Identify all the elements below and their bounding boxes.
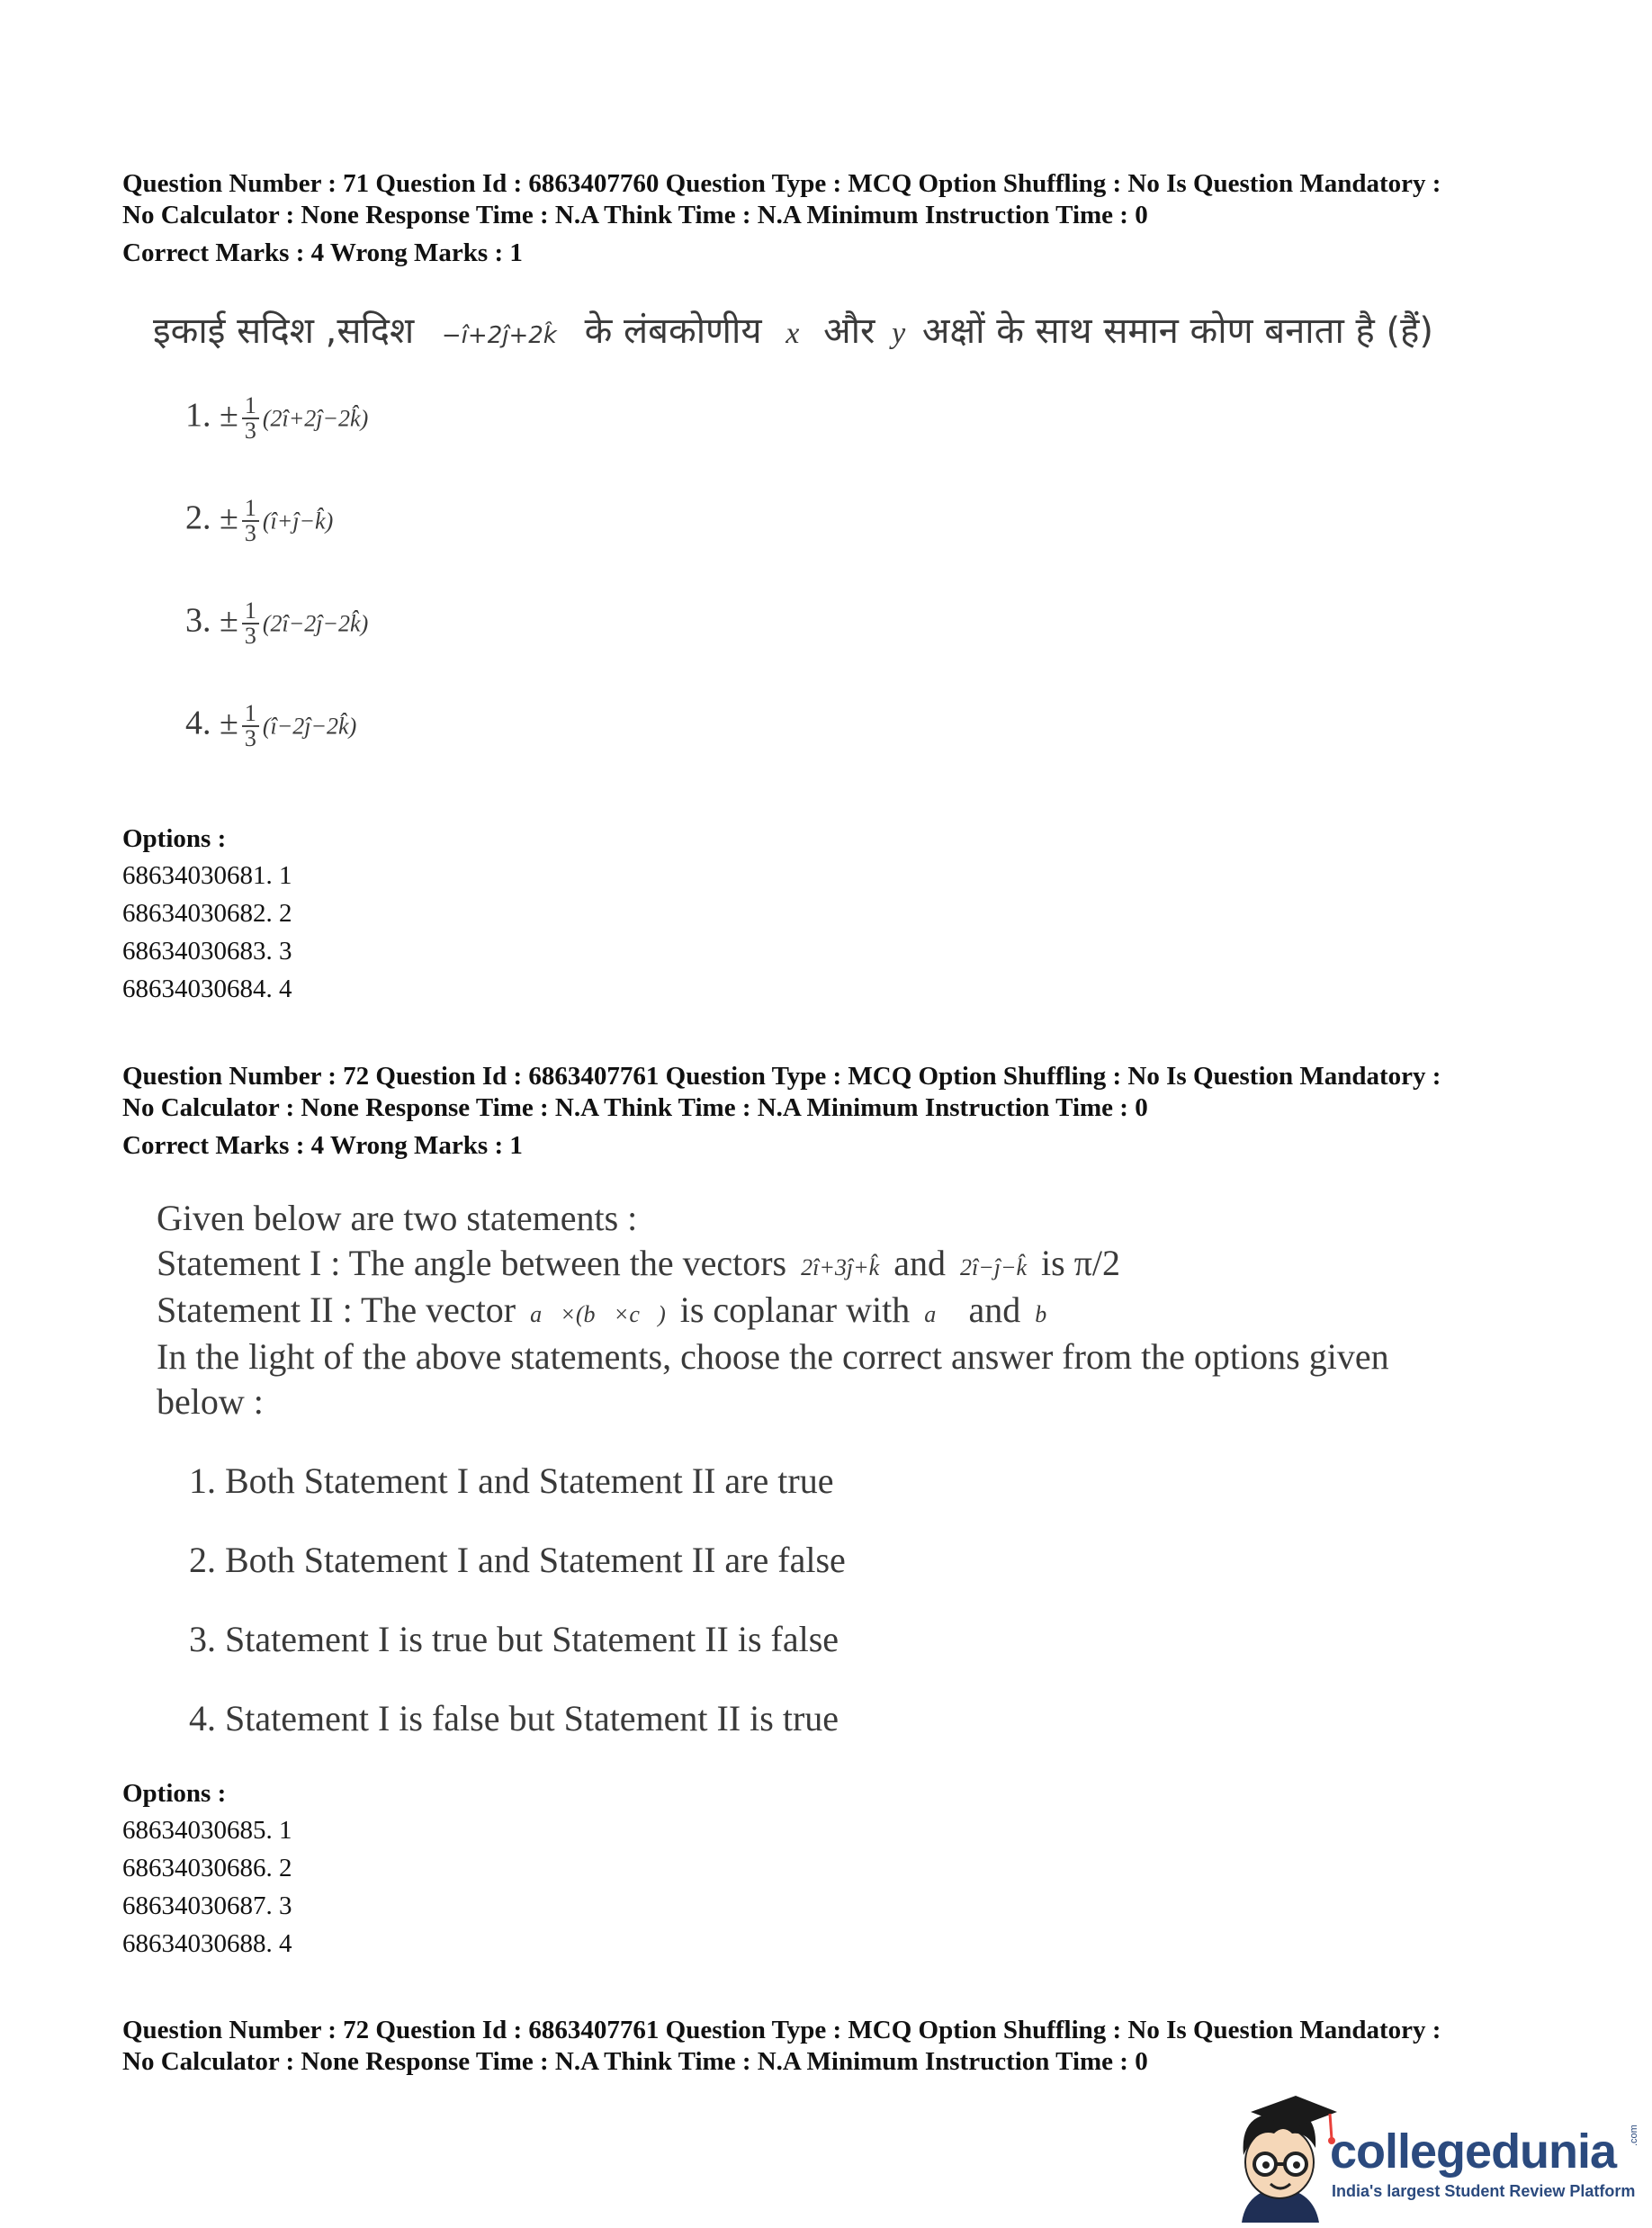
q72-choice-4: 4. Statement I is false but Statement II is true	[189, 1698, 839, 1738]
plus-minus: ±	[220, 704, 238, 742]
q71-choice-2	[185, 497, 333, 545]
q71-question-part2: के लंबकोणीय	[584, 310, 762, 352]
q71-header-line1: Question Number : 71 Question Id : 6863407760 Question Type : MCQ Option Shuffling : No Is Question Mandatory :	[122, 169, 1441, 198]
q71-option-4: 68634030684. 4	[122, 975, 292, 1003]
fraction-denominator: 3	[244, 725, 256, 751]
q72-intro: Given below are two statements :	[157, 1198, 638, 1238]
q71-option-2: 68634030682. 2	[122, 899, 292, 928]
choice-expression: (2î−2ĵ−2k̂)	[262, 610, 369, 637]
choice-expression: (î+ĵ−k̂)	[262, 508, 334, 535]
q72-question-image	[144, 1188, 1548, 1755]
q72-marks: Correct Marks : 4 Wrong Marks : 1	[122, 1131, 523, 1160]
q72-option-1: 68634030685. 1	[122, 1816, 292, 1845]
q71-marks: Correct Marks : 4 Wrong Marks : 1	[122, 238, 523, 267]
vector-b: b⃗	[1035, 1301, 1065, 1327]
plus-minus: ±	[220, 499, 238, 537]
q72-choice-2: 2. Both Statement I and Statement II are false	[189, 1540, 846, 1580]
fraction-numerator: 1	[242, 702, 259, 727]
vector-1: 2î+3ĵ+k̂	[801, 1254, 880, 1280]
q71-question-x: x	[786, 317, 800, 350]
fraction-numerator: 1	[242, 394, 259, 419]
q71-option-1: 68634030681. 1	[122, 861, 292, 890]
statement-1-end: is π/2	[1041, 1243, 1121, 1283]
fraction-numerator: 1	[242, 497, 259, 522]
fraction-numerator: 1	[242, 599, 259, 624]
choice-expression: (2î+2ĵ−2k̂)	[262, 405, 369, 432]
fraction-denominator: 3	[244, 520, 256, 546]
mascot-icon	[1224, 2092, 1341, 2223]
q72-repeat-header-line2: No Calculator : None Response Time : N.A Think Time : N.A Minimum Instruction Time : 0	[122, 2047, 1148, 2076]
fraction-denominator: 3	[244, 418, 256, 444]
and-text: and	[893, 1243, 946, 1283]
q71-question-y: y	[892, 317, 906, 350]
statement-2-mid: is coplanar with	[679, 1289, 911, 1330]
vector-triple-product: a⃗×(b⃗×c⃗)	[530, 1301, 666, 1327]
q71-question-vector: −î+2ĵ+2k̂	[441, 322, 557, 349]
q71-question-text	[153, 304, 1433, 354]
q72-header-line2: No Calculator : None Response Time : N.A Think Time : N.A Minimum Instruction Time : 0	[122, 1093, 1148, 1122]
logo-wordmark: collegedunia	[1330, 2125, 1617, 2179]
logo-tagline: India's largest Student Review Platform	[1332, 2182, 1636, 2200]
vector-2: 2î−ĵ−k̂	[959, 1254, 1028, 1280]
q72-choice-1: 1. Both Statement I and Statement II are true	[189, 1460, 834, 1501]
q71-question-image	[142, 297, 1546, 801]
fraction	[242, 702, 259, 750]
q71-question-part1: इकाई सदिश ,सदिश	[153, 310, 415, 352]
statement-1-text: Statement I : The angle between the vectors	[157, 1243, 787, 1283]
statement-2-text: Statement II : The vector	[157, 1289, 516, 1330]
logo-com: .com	[1629, 2125, 1639, 2146]
choice-number: 2.	[185, 499, 211, 537]
collegedunia-logo	[1224, 2092, 1647, 2223]
and-text: and	[968, 1289, 1021, 1330]
q71-header-line2: No Calculator : None Response Time : N.A Think Time : N.A Minimum Instruction Time : 0	[122, 201, 1148, 229]
q72-header-line1: Question Number : 72 Question Id : 6863407761 Question Type : MCQ Option Shuffling : No Is Question Mandatory :	[122, 1062, 1441, 1091]
q72-closing-line2: below :	[157, 1381, 264, 1422]
choice-expression: (î−2ĵ−2k̂)	[262, 713, 357, 740]
q71-question-part3: और	[823, 310, 875, 352]
q72-statement-2	[157, 1289, 1070, 1331]
q72-option-3: 68634030687. 3	[122, 1891, 292, 1920]
q72-option-4: 68634030688. 4	[122, 1929, 292, 1958]
fraction	[242, 394, 259, 443]
choice-number: 3.	[185, 601, 211, 640]
plus-minus: ±	[220, 601, 238, 640]
q72-repeat-header-line1: Question Number : 72 Question Id : 6863407761 Question Type : MCQ Option Shuffling : No Is Question Mandatory :	[122, 2016, 1441, 2044]
choice-number: 4.	[185, 704, 211, 742]
q72-option-2: 68634030686. 2	[122, 1854, 292, 1882]
q71-option-3: 68634030683. 3	[122, 937, 292, 966]
q71-choice-3	[185, 599, 368, 648]
q71-question-part4: अक्षों के साथ समान कोण बनाता है (हैं)	[921, 310, 1433, 352]
fraction	[242, 599, 259, 648]
q71-choice-1	[185, 394, 368, 443]
q72-choice-3: 3. Statement I is true but Statement II is false	[189, 1619, 839, 1659]
q72-statement-1	[157, 1242, 1120, 1284]
q72-closing-line1: In the light of the above statements, choose the correct answer from the options given	[157, 1336, 1389, 1377]
fraction	[242, 497, 259, 545]
q71-choice-4	[185, 702, 356, 750]
q71-options-label: Options :	[122, 824, 227, 853]
plus-minus: ±	[220, 396, 238, 435]
choice-number: 1.	[185, 396, 211, 435]
q72-options-label: Options :	[122, 1779, 227, 1808]
vector-a: a⃗	[924, 1301, 955, 1327]
fraction-denominator: 3	[244, 623, 256, 649]
